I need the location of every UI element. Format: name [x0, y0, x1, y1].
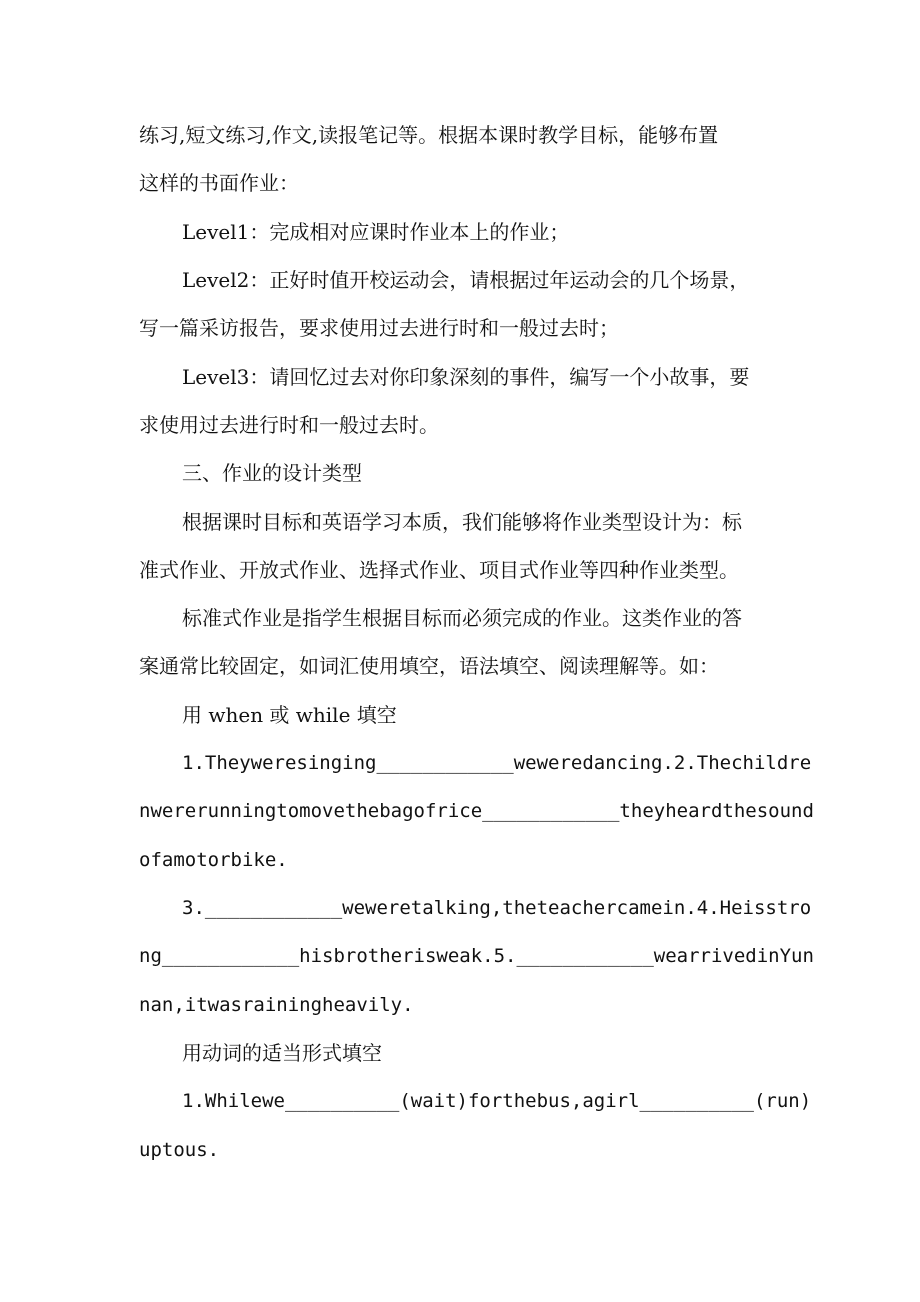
exercise-line-2: nwererunningtomovethebagofrice____________theyheardthesound	[139, 800, 814, 822]
level3-line-1: Level3：请回忆过去对你印象深刻的事件，编写一个小故事，要	[182, 365, 750, 389]
types-line-2: 准式作业、开放式作业、选择式作业、项目式作业等四种作业类型。	[139, 558, 739, 582]
exercise-line-7: 1.Whilewe__________(wait)forthebus,agirl__________(run)	[182, 1090, 812, 1112]
exercise-line-3: ofamotorbike.	[139, 849, 288, 871]
level2-line-1: Level2：正好时值开校运动会，请根据过年运动会的几个场景，	[182, 268, 750, 292]
exercise-line-5: ng____________hisbrotherisweak.5.____________wearrivedinYun	[139, 945, 814, 967]
paragraph-line-1: 练习,短文练习,作文,读报笔记等。根据本课时教学目标，能够布置	[139, 123, 719, 147]
types-line-1: 根据课时目标和英语学习本质，我们能够将作业类型设计为：标	[182, 510, 742, 534]
section-heading: 三、作业的设计类型	[182, 461, 362, 485]
exercise-line-6: nan,itwasrainingheavily.	[139, 994, 414, 1016]
exercise-title-2: 用动词的适当形式填空	[182, 1041, 382, 1065]
level3-line-2: 求使用过去进行时和一般过去时。	[139, 413, 439, 437]
paragraph-line-2: 这样的书面作业：	[139, 171, 299, 195]
standard-line-2: 案通常比较固定，如词汇使用填空，语法填空、阅读理解等。如：	[139, 654, 719, 678]
level1-line: Level1：完成相对应课时作业本上的作业；	[182, 220, 570, 244]
standard-line-1: 标准式作业是指学生根据目标而必须完成的作业。这类作业的答	[182, 606, 742, 630]
exercise-line-8: uptous.	[139, 1139, 220, 1161]
exercise-title-1: 用 when 或 while 填空	[182, 703, 397, 727]
exercise-line-4: 3.____________weweretalking,theteachercamein.4.Heisstro	[182, 897, 812, 919]
exercise-line-1: 1.Theyweresinging____________weweredancing.2.Thechildre	[182, 752, 812, 774]
level2-line-2: 写一篇采访报告，要求使用过去进行时和一般过去时；	[139, 316, 619, 340]
